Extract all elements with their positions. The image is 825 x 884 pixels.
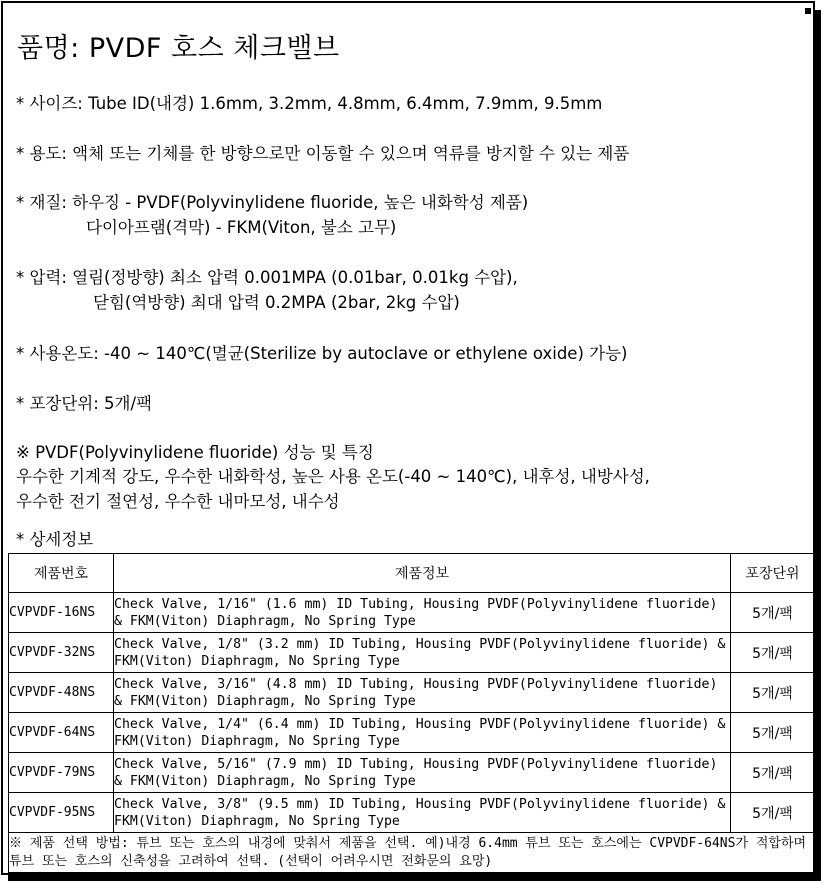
product-code: CVPVDF-95NS bbox=[9, 793, 114, 833]
pack-unit: 5개/팩 bbox=[731, 633, 815, 673]
detail-heading: * 상세정보 bbox=[16, 530, 94, 549]
product-code: CVPVDF-48NS bbox=[9, 673, 114, 713]
table-row bbox=[9, 793, 815, 833]
product-code: CVPVDF-32NS bbox=[9, 633, 114, 673]
spec-usage: * 용도: 액체 또는 기체를 한 방향으로만 이동할 수 있으며 역류를 방지할 수 있는 제품 bbox=[16, 144, 630, 163]
col-header-info: 제품정보 bbox=[114, 554, 731, 593]
product-code: CVPVDF-79NS bbox=[9, 753, 114, 793]
table-header-row bbox=[9, 554, 815, 593]
table-row bbox=[9, 753, 815, 793]
col-header-pack: 포장단위 bbox=[731, 554, 815, 593]
table-note-row bbox=[9, 833, 815, 873]
features-heading: ※ PVDF(Polyvinylidene fluoride) 성능 및 특징 bbox=[16, 443, 374, 462]
spec-pressure-open: * 압력: 열림(정방향) 최소 압력 0.001MPA (0.01bar, 0.01kg 수압), bbox=[16, 268, 518, 287]
table-row bbox=[9, 593, 815, 633]
spec-size: * 사이즈: Tube ID(내경) 1.6mm, 3.2mm, 4.8mm, 6.4mm, 7.9mm, 9.5mm bbox=[16, 94, 603, 113]
product-info: Check Valve, 5/16" (7.9 mm) ID Tubing, Housing PVDF(Polyvinylidene fluoride) & FKM(Viton) Diaphragm, No Spring Type bbox=[114, 753, 731, 793]
detail-table bbox=[8, 553, 815, 873]
table-row bbox=[9, 713, 815, 753]
corner-marker bbox=[805, 8, 811, 14]
selection-note: ※ 제품 선택 방법: 튜브 또는 호스의 내경에 맞춰서 제품을 선택. 예)내경 6.4mm 튜브 또는 호스에는 CVPVDF-64NS가 적합하며 튜브 또는 호스의 신축성을 고려하여 선택. (선택이 어려우시면 전화문의 요망) bbox=[9, 833, 815, 873]
pack-unit: 5개/팩 bbox=[731, 673, 815, 713]
product-title: 품명: PVDF 호스 체크밸브 bbox=[17, 33, 340, 64]
product-code: CVPVDF-16NS bbox=[9, 593, 114, 633]
product-code: CVPVDF-64NS bbox=[9, 713, 114, 753]
pack-unit: 5개/팩 bbox=[731, 593, 815, 633]
product-info: Check Valve, 1/16" (1.6 mm) ID Tubing, Housing PVDF(Polyvinylidene fluoride) & FKM(Viton) Diaphragm, No Spring Type bbox=[114, 593, 731, 633]
col-header-code: 제품번호 bbox=[9, 554, 114, 593]
features-line-2: 우수한 전기 절연성, 우수한 내마모성, 내수성 bbox=[16, 492, 340, 511]
table-row bbox=[9, 633, 815, 673]
product-info: Check Valve, 3/16" (4.8 mm) ID Tubing, Housing PVDF(Polyvinylidene fluoride) & FKM(Viton) Diaphragm, No Spring Type bbox=[114, 673, 731, 713]
spec-packaging: * 포장단위: 5개/팩 bbox=[16, 394, 152, 413]
pack-unit: 5개/팩 bbox=[731, 753, 815, 793]
pack-unit: 5개/팩 bbox=[731, 793, 815, 833]
pack-unit: 5개/팩 bbox=[731, 713, 815, 753]
features-line-1: 우수한 기계적 강도, 우수한 내화학성, 높은 사용 온도(-40 ~ 140℃), 내후성, 내방사성, bbox=[16, 467, 650, 486]
spec-material-housing: * 재질: 하우징 - PVDF(Polyvinylidene fluoride, 높은 내화학성 제품) bbox=[16, 193, 529, 212]
frame-shadow-right bbox=[815, 10, 821, 881]
product-info: Check Valve, 1/4" (6.4 mm) ID Tubing, Housing PVDF(Polyvinylidene fluoride) & FKM(Viton) Diaphragm, No Spring Type bbox=[114, 713, 731, 753]
product-info: Check Valve, 3/8" (9.5 mm) ID Tubing, Housing PVDF(Polyvinylidene fluoride) & FKM(Viton) Diaphragm, No Spring Type bbox=[114, 793, 731, 833]
spec-pressure-close: 닫힘(역방향) 최대 압력 0.2MPA (2bar, 2kg 수압) bbox=[93, 293, 460, 312]
frame-shadow-bottom bbox=[8, 875, 821, 881]
spec-temperature: * 사용온도: -40 ~ 140℃(멸균(Sterilize by autoclave or ethylene oxide) 가능) bbox=[16, 344, 628, 363]
table-row bbox=[9, 673, 815, 713]
product-info: Check Valve, 1/8" (3.2 mm) ID Tubing, Housing PVDF(Polyvinylidene fluoride) & FKM(Viton) Diaphragm, No Spring Type bbox=[114, 633, 731, 673]
spec-material-diaphragm: 다이아프램(격막) - FKM(Viton, 불소 고무) bbox=[86, 218, 397, 237]
